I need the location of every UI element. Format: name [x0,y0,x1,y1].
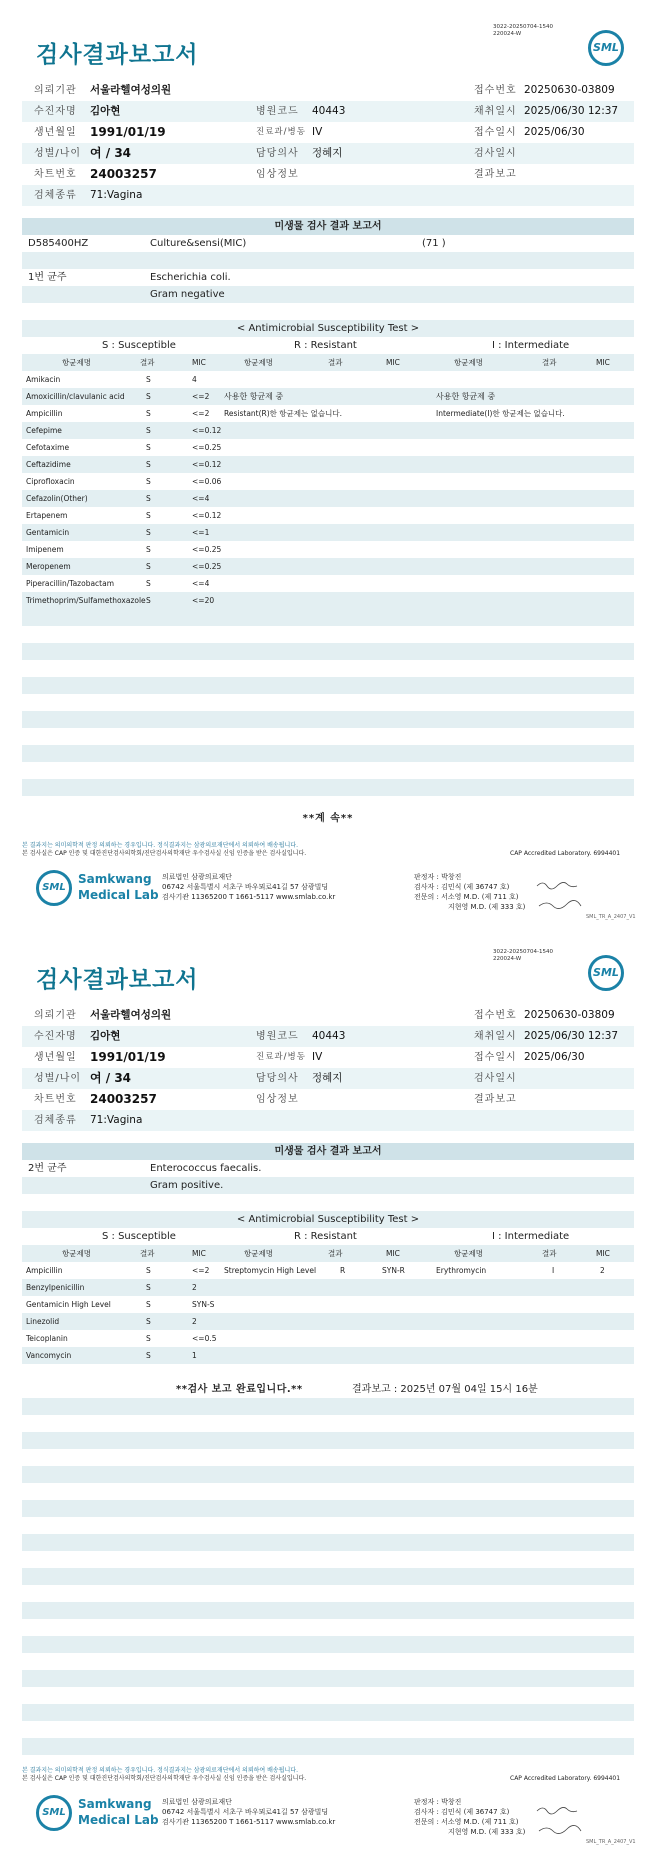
cell-drug: Gentamicin [26,528,70,537]
blank-row [22,1432,634,1449]
info-row: 차트번호 24003257 임상정보 결과보고 [34,1092,517,1106]
sml-logo-icon: SML [36,870,72,906]
sml-logo-icon: SML [588,955,624,991]
blank-row [22,1636,634,1653]
cell-drug: Cefazolin(Other) [26,494,88,503]
table-row [22,507,634,524]
note-resistant-title: 사용한 항균제 중 [224,392,284,401]
cell-drug: Benzylpenicillin [26,1283,85,1292]
signatures: 판정자 : 박창진 검사자 : 김민식 (제 36747 호) 전문의 : 서소영 M.D. (제 711 호) 지현영 M.D. (제 333 호) [414,873,526,911]
cell-drug: Imipenem [26,545,64,554]
samkwang-logo: SML Samkwang Medical Lab [36,866,166,910]
test-row: D585400HZ Culture&sensi(MIC) (71 ) [28,238,446,249]
cell-drug: Cefepime [26,426,62,435]
table-row [22,575,634,592]
cell-res: S [146,511,151,520]
cell-drug: Ampicillin [26,1266,63,1275]
table-row [22,524,634,541]
table-row [22,592,634,609]
blank-row [22,1721,634,1738]
cell-res: S [146,409,151,418]
cell-mic: 1 [192,1351,197,1360]
note-intermediate-text: Intermediate(I)한 항균제는 없습니다. [436,409,565,418]
blank-row [22,1738,634,1755]
cell-res: S [146,579,151,588]
cell-res: S [146,1317,151,1326]
ast-legend: S : Susceptible R : Resistant I : Intermediate [102,340,570,351]
ast-column-headers: 항균제명 결과 MIC 항균제명 결과 MIC 항균제명 결과 MIC [22,354,634,371]
blank-row [22,1194,634,1211]
blank-row [22,779,634,796]
cell-mic: <=1 [192,528,210,537]
cell-res: S [146,375,151,384]
table-row [22,1313,634,1330]
blank-row [22,1670,634,1687]
cell-drug: Vancomycin [26,1351,72,1360]
table-row [22,1330,634,1347]
cell-mic: 2 [600,1266,605,1275]
cell-res: S [146,1334,151,1343]
cell-res: S [146,545,151,554]
blank-row [22,1687,634,1704]
cell-drug: Piperacillin/Tazobactam [26,579,115,588]
cell-drug: Ampicillin [26,409,63,418]
cell-mic: <=0.25 [192,562,222,571]
cell-res: S [146,528,151,537]
cell-drug: Amikacin [26,375,61,384]
blank-row [22,1568,634,1585]
blank-row [22,1449,634,1466]
cell-res: S [146,1283,151,1292]
blank-row [22,1619,634,1636]
table-row [22,1262,634,1279]
sml-logo-icon: SML [588,30,624,66]
cell-mic: SYN-S [192,1300,215,1309]
info-row: 검체종류 71:Vagina [22,1110,634,1131]
info-row: 성별/나이 여 / 34 담당의사 정혜지 검사일시 [22,143,634,164]
lab-address: 의료법인 삼광의료재단 06742 서울특별시 서초구 바우뫼로41길 57 삼광빌딩 검사기관 11365200 T 1661-5117 www.smlab.co.kr [162,873,336,901]
cap-accreditation: CAP Accredited Laboratory. 6994401 [510,1775,621,1782]
signature-scribble-icon [535,878,595,918]
gram-row: Gram negative [22,286,634,303]
organism-row: 2번 균주 Enterococcus faecalis. [28,1163,262,1174]
blank-row [22,1483,634,1500]
table-row [22,558,634,575]
gram-row: Gram positive. [22,1177,634,1194]
table-row [22,490,634,507]
blank-row [22,252,634,269]
cell-drug: Erythromycin [436,1266,487,1275]
blank-row [22,1517,634,1534]
blank-row [22,1704,634,1721]
cell-res: S [146,596,151,605]
info-row: 차트번호 24003257 임상정보 결과보고 [34,167,517,181]
table-row [22,1279,634,1296]
cell-drug: Meropenem [26,562,71,571]
blank-row [22,1415,634,1432]
blank-row [22,1398,634,1415]
blank-row [22,609,634,626]
info-row: 검체종류 71:Vagina [22,185,634,206]
blank-row [22,303,634,320]
blank-row [22,762,634,779]
cell-res: S [146,1266,151,1275]
lab-address: 의료법인 삼광의료재단 06742 서울특별시 서초구 바우뫼로41길 57 삼광빌딩 검사기관 11365200 T 1661-5117 www.smlab.co.kr [162,1798,336,1826]
info-row: 수진자명 김아현 병원코드 40443 채취일시 2025/06/30 12:37 [22,101,634,122]
reference-code: 3022-20250704-1540 220024-W [493,24,553,37]
cell-drug: Trimethoprim/Sulfamethoxazole [26,596,146,605]
blank-row [22,1534,634,1551]
blank-row [22,711,634,728]
info-row: 생년월일 1991/01/19 진료과/병동 IV 접수일시 2025/06/30 [34,1050,585,1064]
cell-mic: <=0.25 [192,443,222,452]
signatures: 판정자 : 박창진 검사자 : 김민식 (제 36747 호) 전문의 : 서소영 M.D. (제 711 호) 지현영 M.D. (제 333 호) [414,1798,526,1836]
info-row: 수진자명 김아현 병원코드 40443 채취일시 2025/06/30 12:37 [22,1026,634,1047]
blank-row [22,1500,634,1517]
cell-res: S [146,494,151,503]
cell-res: S [146,477,151,486]
cell-drug: Ceftazidime [26,460,71,469]
table-row [22,456,634,473]
table-row [22,541,634,558]
cell-mic: <=2 [192,1266,210,1275]
report-complete-row: **검사 보고 완료입니다.** 결과보고 : 2025년 07월 04일 15시 16분 [176,1384,538,1395]
sml-logo-icon: SML [36,1795,72,1831]
cell-mic: <=0.25 [192,545,222,554]
cell-mic: <=0.06 [192,477,222,486]
cell-mic: <=4 [192,494,210,503]
table-row [22,473,634,490]
form-version: SML_TR_A_2407_V1 [586,1839,636,1845]
report-page-2 [0,925,655,1850]
cell-mic: <=0.12 [192,426,222,435]
cell-mic: <=20 [192,596,215,605]
cell-mic: <=2 [192,409,210,418]
continued-label: **계 속** [302,813,354,824]
cell-mic: 2 [192,1283,197,1292]
blank-row [22,1653,634,1670]
table-row [22,371,634,388]
ast-column-headers: 항균제명 결과 MIC 항균제명 결과 MIC 항균제명 결과 MIC [22,1245,634,1262]
page-title: 검사결과보고서 [36,967,199,993]
cell-res: I [552,1266,555,1275]
footer-note: 본 검사실은 CAP 인증 및 대한진단검사의학회/진단검사의학재단 우수검사실 신임 인증을 받은 검사실입니다. [22,1775,307,1782]
info-row: 생년월일 1991/01/19 진료과/병동 IV 접수일시 2025/06/30 [34,125,585,139]
info-row: 의뢰기관 서울라헬여성의원 접수번호 20250630-03809 [34,84,615,96]
blank-row [22,745,634,762]
micro-report-title: 미생물 검사 결과 보고서 [22,218,634,235]
cell-drug: Ertapenem [26,511,68,520]
note-resistant-text: Resistant(R)한 항균제는 없습니다. [224,409,343,418]
organism-row: 1번 균주 Escherichia coli. [28,272,231,283]
footer-note: 본 검사실은 CAP 인증 및 대한진단검사의학회/진단검사의학재단 우수검사실 신임 인증을 받은 검사실입니다. [22,850,307,857]
blank-row [22,626,634,643]
cell-mic: SYN-R [382,1266,405,1275]
cap-accreditation: CAP Accredited Laboratory. 6994401 [510,850,621,857]
footer-note: 본 결과지는 의미의학적 판정 의뢰하는 경우입니다. 정식결과지는 삼광의료재단에서 의뢰하여 배송됩니다. [22,1767,299,1774]
cell-drug: Gentamicin High Level [26,1300,111,1309]
cell-res: S [146,1300,151,1309]
blank-row [22,677,634,694]
table-row [22,1296,634,1313]
reference-code: 3022-20250704-1540 220024-W [493,949,553,962]
form-version: SML_TR_A_2407_V1 [586,914,636,920]
note-intermediate-title: 사용한 항균제 중 [436,392,496,401]
ast-legend: S : Susceptible R : Resistant I : Intermediate [102,1231,570,1242]
cell-res: S [146,392,151,401]
page-title: 검사결과보고서 [36,42,199,68]
cell-drug: Linezolid [26,1317,60,1326]
cell-drug: Teicoplanin [26,1334,68,1343]
blank-row [22,643,634,660]
cell-mic: 4 [192,375,197,384]
info-row: 의뢰기관 서울라헬여성의원 접수번호 20250630-03809 [34,1009,615,1021]
cell-res: S [146,562,151,571]
ast-title: < Antimicrobial Susceptibility Test > [22,1211,634,1228]
cell-res: S [146,460,151,469]
cell-mic: 2 [192,1317,197,1326]
table-row [22,439,634,456]
blank-row [22,660,634,677]
blank-row [22,1551,634,1568]
cell-mic: <=4 [192,579,210,588]
blank-row [22,1466,634,1483]
cell-drug: Streptomycin High Level [224,1266,317,1275]
ast-title: < Antimicrobial Susceptibility Test > [22,320,634,337]
footer-note: 본 결과지는 의미의학적 판정 의뢰하는 경우입니다. 정식결과지는 삼광의료재단에서 의뢰하여 배송됩니다. [22,842,299,849]
cell-mic: <=2 [192,392,210,401]
info-row: 성별/나이 여 / 34 담당의사 정혜지 검사일시 [22,1068,634,1089]
cell-mic: <=0.12 [192,511,222,520]
cell-res: R [340,1266,346,1275]
cell-res: S [146,426,151,435]
table-row [22,422,634,439]
blank-row [22,728,634,745]
samkwang-logo: SML Samkwang Medical Lab [36,1791,166,1835]
table-row [22,1347,634,1364]
blank-row [22,1585,634,1602]
signature-scribble-icon [535,1803,595,1843]
cell-mic: <=0.12 [192,460,222,469]
cell-mic: <=0.5 [192,1334,217,1343]
cell-res: S [146,443,151,452]
cell-drug: Cefotaxime [26,443,70,452]
cell-drug: Ciprofloxacin [26,477,75,486]
cell-drug: Amoxicillin/clavulanic acid [26,392,125,401]
blank-row [22,694,634,711]
micro-report-title: 미생물 검사 결과 보고서 [22,1143,634,1160]
table-row [22,388,634,405]
cell-res: S [146,1351,151,1360]
blank-row [22,1602,634,1619]
